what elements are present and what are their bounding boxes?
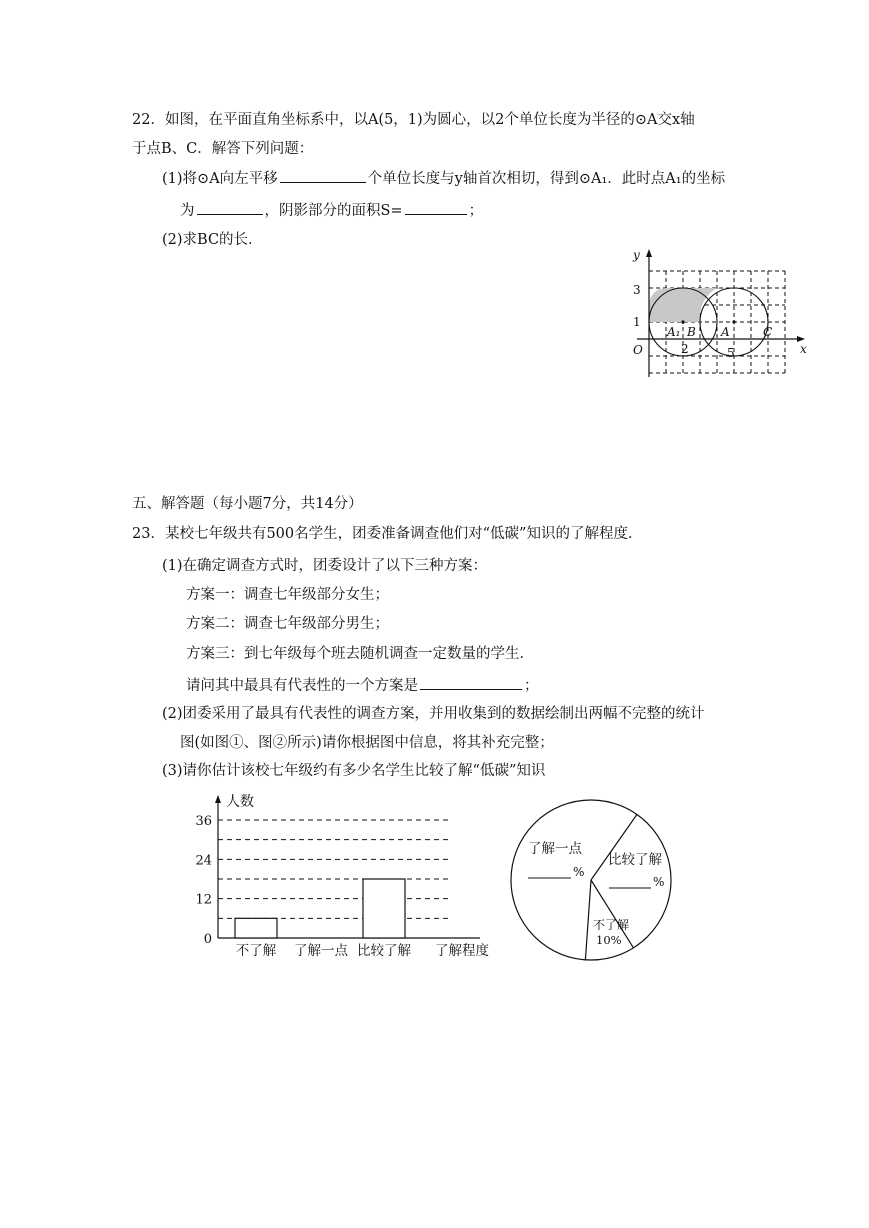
q23-ask-end: ； xyxy=(524,678,539,694)
bar-比较了解 xyxy=(363,879,405,938)
q23-part2-line1: (2)团委采用了最具有代表性的调查方案，并用收集到的数据绘制出两幅不完整的统计 xyxy=(162,706,705,722)
bar-chart xyxy=(190,788,500,963)
q22-line2: 于点B、C．解答下列问题： xyxy=(132,141,314,157)
q23-plan2: 方案二：调查七年级部分男生； xyxy=(186,616,389,632)
tick-y1: 1 xyxy=(633,315,641,329)
center-A xyxy=(732,320,735,323)
answer-blank-plan[interactable] xyxy=(420,675,522,690)
q23-ask xyxy=(186,675,539,696)
center-A1 xyxy=(681,320,684,323)
q22-p1-text-a: (1)将⊙A向左平移 xyxy=(162,171,278,187)
label-C: C xyxy=(763,325,773,339)
bar-ytick-label: 24 xyxy=(195,853,212,869)
q22-part2: (2)求BC的长． xyxy=(162,232,263,248)
q22-p1-text-e: ； xyxy=(468,203,484,219)
pie-pct-1: % xyxy=(573,865,585,879)
answer-blank-coordinate[interactable] xyxy=(197,200,263,215)
q22-p1-text-b: 个单位长度与y轴首次相切，得到⊙A₁．此时点A₁的坐标 xyxy=(367,171,726,187)
bar-不了解 xyxy=(235,918,277,938)
bar-ytick-label: 12 xyxy=(195,892,212,908)
pie-chart xyxy=(505,798,685,963)
tick-y3: 3 xyxy=(633,283,641,297)
y-axis-arrow xyxy=(646,249,652,257)
pie-label-2: 比较了解 xyxy=(608,852,662,868)
bar-category-label: 了解一点 xyxy=(294,943,348,959)
bar-ytick-label: 36 xyxy=(195,814,212,829)
coordinate-graph xyxy=(615,245,815,385)
pie-pct-3: 10% xyxy=(596,933,622,947)
q23-line1: 23．某校七年级共有500名学生，团委准备调查他们对“低碳”知识的了解程度． xyxy=(132,526,643,542)
q22-p1-text-c: 为 xyxy=(180,203,195,219)
bar-y-arrow xyxy=(215,795,221,803)
section5-heading: 五、解答题（每小题7分，共14分） xyxy=(132,496,363,512)
pie-label-3: 不了解 xyxy=(593,918,630,932)
q23-part1: (1)在确定调查方式时，团委设计了以下三种方案： xyxy=(162,558,488,574)
bar-ylabel: 人数 xyxy=(226,794,254,810)
q23-plan3: 方案三：到七年级每个班去随机调查一定数量的学生． xyxy=(186,646,534,662)
q23-plan1: 方案一：调查七年级部分女生； xyxy=(186,587,389,603)
answer-blank-shift[interactable] xyxy=(280,168,366,183)
q22-line1: 22．如图，在平面直角坐标系中，以A(5，1)为圆心，以2个单位长度为半径的⊙A交x轴 xyxy=(132,112,695,128)
q23-ask-text: 请问其中最具有代表性的一个方案是 xyxy=(186,678,418,694)
q23-part3: (3)请你估计该校七年级约有多少名学生比较了解“低碳”知识 xyxy=(162,763,546,779)
origin-label: O xyxy=(633,343,643,357)
label-A1: A₁ xyxy=(667,325,681,339)
tick-x5: 5 xyxy=(727,346,735,360)
bar-xlabel: 了解程度 xyxy=(435,943,489,959)
bar-category-label: 不了解 xyxy=(235,943,277,959)
q22-part1-line2 xyxy=(180,200,483,221)
y-axis-label: y xyxy=(633,248,640,262)
bar-category-label: 比较了解 xyxy=(357,943,411,959)
bar-ytick-label: 0 xyxy=(203,932,212,947)
pie-pct-2: % xyxy=(653,875,665,889)
label-A: A xyxy=(721,325,730,339)
q22-p1-text-d: ，阴影部分的面积S= xyxy=(264,203,403,219)
pie-label-1: 了解一点 xyxy=(528,841,582,857)
label-B: B xyxy=(687,325,696,339)
q23-part2-line2: 图(如图①、图②所示)请你根据图中信息，将其补充完整； xyxy=(180,735,554,751)
x-axis-label: x xyxy=(800,342,807,356)
answer-blank-area[interactable] xyxy=(405,200,467,215)
tick-x2: 2 xyxy=(681,342,689,356)
q22-part1-line1 xyxy=(162,168,725,189)
